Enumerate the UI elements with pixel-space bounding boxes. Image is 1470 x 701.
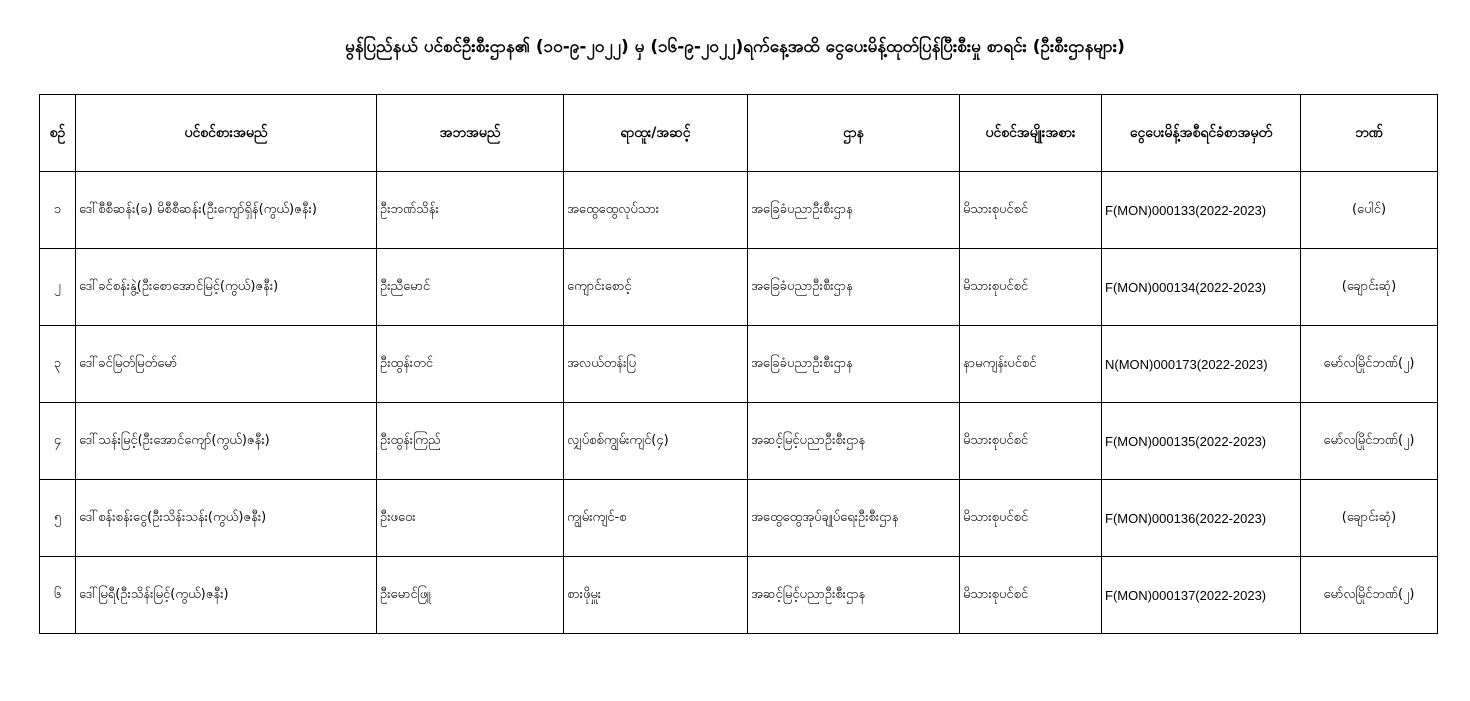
- table-row: [40, 326, 1438, 403]
- cell-rank: ကျွမ်းကျင်-စ: [564, 480, 748, 557]
- cell-pension-type: နာမကျန်းပင်စင်: [960, 326, 1102, 403]
- col-header-department: ဌာန: [748, 95, 960, 172]
- col-header-pensioner-name: ပင်စင်စားအမည်: [76, 95, 377, 172]
- table-row: [40, 172, 1438, 249]
- cell-pensioner-name: ဒေါ်စီစီဆန်း(ခ) မိစီစီဆန်း(ဦးကျော်ရှိန်(ကွယ်)ဇနီး): [76, 172, 377, 249]
- col-header-pension-type: ပင်စင်အမျိုးအစား: [960, 95, 1102, 172]
- cell-rank: စားဖိုမှူး: [564, 557, 748, 634]
- cell-pension-type: မိသားစုပင်စင်: [960, 557, 1102, 634]
- cell-serial: ၁: [40, 172, 76, 249]
- cell-serial: ၃: [40, 326, 76, 403]
- cell-pension-type: မိသားစုပင်စင်: [960, 249, 1102, 326]
- cell-father-name: ဦးထွန်းကြည်: [377, 403, 564, 480]
- cell-pensioner-name: ဒေါ်သန်းမြင့်(ဦးအောင်ကျော်(ကွယ်)ဇနီး): [76, 403, 377, 480]
- document-title: မွန်ပြည်နယ် ပင်စင်ဦးစီးဌာန၏ (၁၀-၉-၂၀၂၂) မှ (၁၆-၉-၂၀၂၂)ရက်နေ့အထိ ငွေပေးမိန့်ထုတ်ပြန်ပြီးစီးမှု စာရင်း (ဦးစီးဌာနများ): [345, 37, 1125, 57]
- cell-order-number: F(MON)000136(2022-2023): [1102, 480, 1301, 557]
- cell-serial: ၂: [40, 249, 76, 326]
- header-row: [40, 95, 1438, 172]
- cell-pension-type: မိသားစုပင်စင်: [960, 480, 1102, 557]
- cell-father-name: ဦးမောင်ဖြူ: [377, 557, 564, 634]
- cell-order-number: F(MON)000133(2022-2023): [1102, 172, 1301, 249]
- cell-bank: (ချောင်းဆုံ): [1301, 480, 1438, 557]
- cell-order-number: F(MON)000137(2022-2023): [1102, 557, 1301, 634]
- table-row: [40, 249, 1438, 326]
- cell-pensioner-name: ဒေါ်မြရီ(ဦးသိန်းမြင့်(ကွယ်)ဇနီး): [76, 557, 377, 634]
- cell-rank: အလယ်တန်းပြ: [564, 326, 748, 403]
- cell-department: အဆင့်မြင့်ပညာဦးစီးဌာန: [748, 557, 960, 634]
- col-header-rank: ရာထူး/အဆင့်: [564, 95, 748, 172]
- col-header-bank: ဘဏ်: [1301, 95, 1438, 172]
- cell-order-number: F(MON)000135(2022-2023): [1102, 403, 1301, 480]
- cell-department: အဆင့်မြင့်ပညာဦးစီးဌာန: [748, 403, 960, 480]
- pension-table: [39, 94, 1438, 634]
- cell-bank: မော်လမြိုင်ဘဏ်(၂): [1301, 557, 1438, 634]
- cell-order-number: N(MON)000173(2022-2023): [1102, 326, 1301, 403]
- cell-pension-type: မိသားစုပင်စင်: [960, 403, 1102, 480]
- cell-pension-type: မိသားစုပင်စင်: [960, 172, 1102, 249]
- cell-department: အခြေခံပညာဦးစီးဌာန: [748, 249, 960, 326]
- cell-department: အထွေထွေအုပ်ချုပ်ရေးဦးစီးဌာန: [748, 480, 960, 557]
- cell-bank: (ချောင်းဆုံ): [1301, 249, 1438, 326]
- cell-rank: ကျောင်းစောင့်: [564, 249, 748, 326]
- cell-serial: ၆: [40, 557, 76, 634]
- col-header-order-number: ငွေပေးမိန့်အစီရင်ခံစာအမှတ်: [1102, 95, 1301, 172]
- col-header-father-name: အဘအမည်: [377, 95, 564, 172]
- cell-bank: မော်လမြိုင်ဘဏ်(၂): [1301, 326, 1438, 403]
- cell-father-name: ဦးဖဝေး: [377, 480, 564, 557]
- cell-rank: လျှပ်စစ်ကျွမ်းကျင်(၄): [564, 403, 748, 480]
- cell-pensioner-name: ဒေါ်ခင်စန်းနွဲ့(ဦးစောအောင်မြင့်(ကွယ်)ဇနီး): [76, 249, 377, 326]
- cell-rank: အထွေထွေလုပ်သား: [564, 172, 748, 249]
- cell-father-name: ဦးဘဏ်သိန်း: [377, 172, 564, 249]
- table-row: [40, 403, 1438, 480]
- table-row: [40, 557, 1438, 634]
- cell-father-name: ဦးညီမောင်: [377, 249, 564, 326]
- cell-serial: ၄: [40, 403, 76, 480]
- cell-serial: ၅: [40, 480, 76, 557]
- table-row: [40, 480, 1438, 557]
- cell-department: အခြေခံပညာဦးစီးဌာန: [748, 326, 960, 403]
- col-header-serial: စဉ်: [40, 95, 76, 172]
- cell-order-number: F(MON)000134(2022-2023): [1102, 249, 1301, 326]
- cell-father-name: ဦးထွန်းတင်: [377, 326, 564, 403]
- cell-bank: မော်လမြိုင်ဘဏ်(၂): [1301, 403, 1438, 480]
- cell-bank: (ပေါင်): [1301, 172, 1438, 249]
- cell-pensioner-name: ဒေါ်ခင်မြတ်မြတ်မော်: [76, 326, 377, 403]
- cell-pensioner-name: ဒေါ်စန်းစန်းငွေ(ဦးသိန်းသန်း(ကွယ်)ဇနီး): [76, 480, 377, 557]
- cell-department: အခြေခံပညာဦးစီးဌာန: [748, 172, 960, 249]
